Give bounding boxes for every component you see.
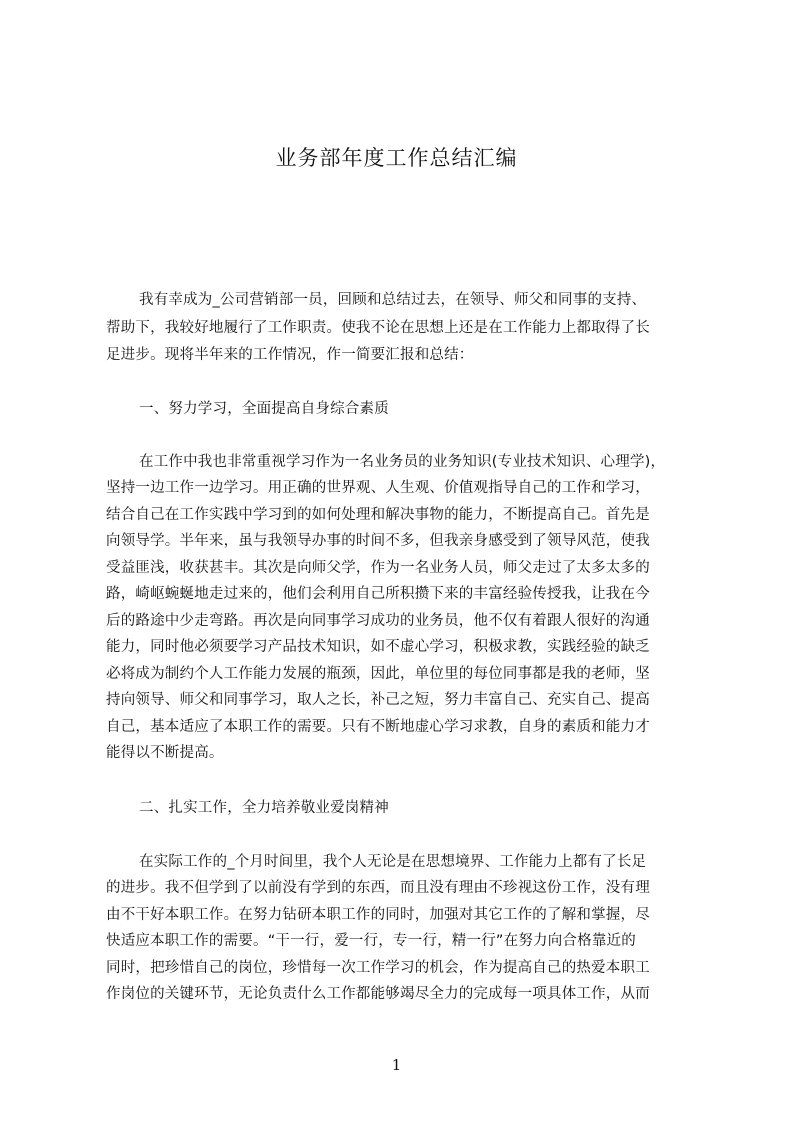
section-1-line-7: 后的路途中少走弯路。再次是向同事学习成功的业务员，他不仅有着跟人很好的沟通 bbox=[106, 613, 650, 629]
section-1-line-8: 能力，同时他必须要学习产品技术知识，如不虚心学习，积极求教，实践经验的缺乏 bbox=[106, 639, 650, 655]
section-1-line-9: 必将成为制约个人工作能力发展的瓶颈，因此，单位里的每位同事都是我的老师，坚 bbox=[106, 666, 650, 682]
section-1-line-3: 结合自己在工作实践中学习到的如何处理和解决事物的能力，不断提高自己。首先是 bbox=[106, 507, 650, 523]
intro-line-3: 足进步。现将半年来的工作情况，作一简要汇报和总结： bbox=[106, 347, 474, 363]
section-1-line-10: 持向领导、师父和同事学习，取人之长，补己之短，努力丰富自己、充实自己、提高 bbox=[106, 692, 650, 708]
section-2-line-5: 同时，把珍惜自己的岗位，珍惜每一次工作学习的机会，作为提高自己的热爱本职工 bbox=[106, 960, 650, 976]
section-1-line-2: 坚持一边工作一边学习。用正确的世界观、人生观、价值观指导自己的工作和学习， bbox=[106, 480, 650, 496]
section-1-line-4: 向领导学。半年来，虽与我领导办事的时间不多，但我亲身感受到了领导风范，使我 bbox=[106, 533, 650, 549]
section-2-line-3: 由不干好本职工作。在努力钻研本职工作的同时，加强对其它工作的了解和掌握，尽 bbox=[106, 907, 650, 923]
intro-line-2: 帮助下，我较好地履行了工作职责。使我不论在思想上还是在工作能力上都取得了长 bbox=[106, 320, 650, 336]
section-1-line-5: 受益匪浅，收获甚丰。其次是向师父学，作为一名业务人员，师父走过了太多太多的 bbox=[106, 560, 650, 576]
page-number: 1 bbox=[391, 1056, 402, 1074]
section-2-line-1: 在实际工作的_个月时间里，我个人无论是在思想境界、工作能力上都有了长足 bbox=[139, 854, 647, 870]
section-1-line-11: 自己，基本适应了本职工作的需要。只有不断地虚心学习求教，自身的素质和能力才 bbox=[106, 719, 650, 735]
section-1-line-6: 路，崎岖蜿蜒地走过来的，他们会利用自己所积攒下来的丰富经验传授我，让我在今 bbox=[106, 586, 650, 602]
section-1-line-12: 能得以不断提高。 bbox=[106, 745, 224, 761]
section-2-line-6: 作岗位的关键环节，无论负责什么工作都能够竭尽全力的完成每一项具体工作，从而 bbox=[106, 986, 650, 1002]
section-2-heading: 二、扎实工作，全力培养敬业爱岗精神 bbox=[139, 800, 389, 816]
document-title: 业务部年度工作总结汇编 bbox=[275, 146, 518, 170]
intro-line-1: 我有幸成为_公司营销部一员，回顾和总结过去，在领导、师父和同事的支持、 bbox=[139, 292, 647, 308]
section-1-heading: 一、努力学习，全面提高自身综合素质 bbox=[139, 401, 389, 417]
section-2-line-4: 快适应本职工作的需要。“干一行，爱一行，专一行，精一行”在努力向合格靠近的 bbox=[106, 933, 636, 949]
section-2-line-2: 的进步。我不但学到了以前没有学到的东西，而且没有理由不珍视这份工作，没有理 bbox=[106, 880, 650, 896]
section-1-line-1: 在工作中我也非常重视学习作为一名业务员的业务知识(专业技术知识、心理学)， bbox=[139, 454, 666, 470]
